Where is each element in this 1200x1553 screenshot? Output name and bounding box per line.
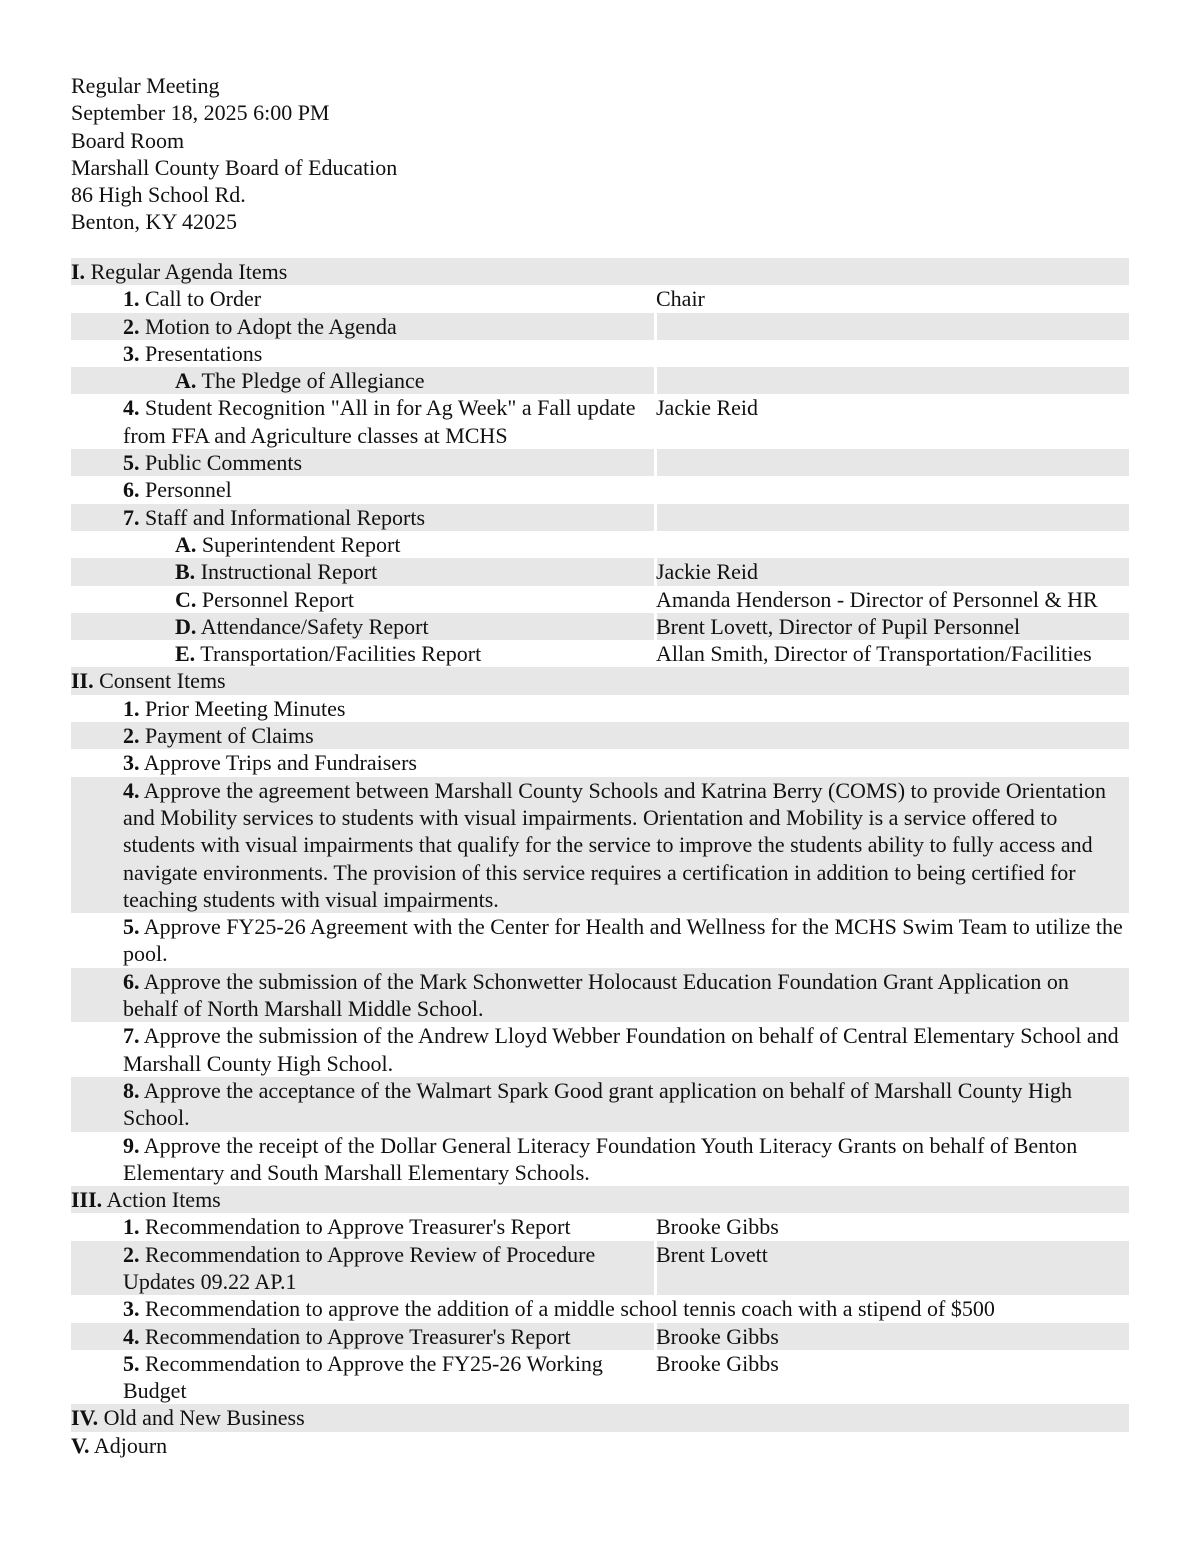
item-text: Approve the acceptance of the Walmart Spark Good grant application on behalf of Marshall County High School. bbox=[123, 1077, 1073, 1131]
agenda-subitem bbox=[71, 558, 1129, 585]
agenda-section-heading bbox=[71, 1186, 1129, 1213]
item-number: A. bbox=[175, 531, 197, 557]
agenda-subitem bbox=[71, 640, 1129, 667]
item-text: The Pledge of Allegiance bbox=[201, 368, 425, 394]
meeting-header bbox=[71, 72, 397, 236]
agenda-subitem bbox=[71, 586, 1129, 613]
meeting-type: Regular Meeting bbox=[71, 73, 220, 98]
agenda-table bbox=[71, 258, 1129, 1459]
item-number: 1. bbox=[123, 1214, 140, 1240]
agenda-section-heading bbox=[71, 1404, 1129, 1431]
item-number: 7. bbox=[123, 504, 140, 530]
meeting-organization: Marshall County Board of Education bbox=[71, 154, 398, 180]
item-text: Recommendation to Approve the FY25-26 Working Budget bbox=[123, 1350, 603, 1404]
item-number: 1. bbox=[123, 695, 140, 721]
agenda-item bbox=[71, 749, 1129, 776]
item-text: Public Comments bbox=[145, 450, 303, 476]
agenda-item bbox=[71, 313, 1129, 340]
agenda-section-heading bbox=[71, 1432, 1129, 1459]
item-number: D. bbox=[175, 613, 197, 639]
item-text: Prior Meeting Minutes bbox=[145, 695, 346, 721]
agenda-item bbox=[71, 913, 1129, 968]
item-text: Approve the receipt of the Dollar General Literacy Foundation Youth Literacy Grants on behalf of Benton Elementary and South Marshall Elementary Schools. bbox=[123, 1132, 1078, 1185]
agenda-item bbox=[71, 340, 1129, 367]
item-number: A. bbox=[175, 368, 197, 394]
agenda-item bbox=[71, 1022, 1129, 1077]
item-number: 8. bbox=[123, 1077, 140, 1103]
item-number: 2. bbox=[123, 723, 140, 749]
item-text: Presentations bbox=[145, 340, 263, 366]
item-text: Approve the submission of the Mark Schonwetter Holocaust Education Foundation Grant Application on behalf of North Marshall Middle School. bbox=[123, 968, 1069, 1022]
item-presenter: Chair bbox=[656, 286, 705, 312]
section-title: Regular Agenda Items bbox=[90, 259, 288, 284]
item-number: 4. bbox=[123, 777, 140, 803]
item-number: 5. bbox=[123, 1350, 140, 1376]
item-number: 4. bbox=[123, 395, 140, 421]
item-number: 6. bbox=[123, 477, 140, 503]
item-text: Recommendation to Approve Review of Procedure Updates 09.22 AP.1 bbox=[123, 1241, 596, 1294]
agenda-subitem bbox=[71, 367, 1129, 394]
item-number: 1. bbox=[123, 286, 140, 312]
section-title: Consent Items bbox=[99, 668, 226, 694]
agenda-item bbox=[71, 1323, 1129, 1350]
item-text: Motion to Adopt the Agenda bbox=[145, 313, 397, 339]
agenda-item bbox=[71, 695, 1129, 722]
section-title: Adjourn bbox=[93, 1432, 168, 1458]
agenda-section-heading bbox=[71, 258, 1129, 285]
section-title: Action Items bbox=[106, 1187, 221, 1213]
agenda-subitem bbox=[71, 613, 1129, 640]
item-number: 3. bbox=[123, 750, 140, 776]
agenda-item bbox=[71, 722, 1129, 749]
agenda-item bbox=[71, 777, 1129, 913]
section-number: IV. bbox=[71, 1405, 99, 1431]
agenda-item bbox=[71, 449, 1129, 476]
item-text: Recommendation to approve the addition of a middle school tennis coach with a stipend of $500 bbox=[145, 1296, 995, 1322]
item-text: Student Recognition "All in for Ag Week" a Fall update from FFA and Agriculture classes at MCHS bbox=[123, 395, 636, 448]
item-number: C. bbox=[175, 586, 197, 612]
item-number: 5. bbox=[123, 914, 140, 940]
agenda-item bbox=[71, 1077, 1129, 1132]
agenda-item bbox=[71, 1295, 1129, 1322]
item-number: 5. bbox=[123, 450, 140, 476]
meeting-room: Board Room bbox=[71, 127, 185, 153]
item-presenter: Brooke Gibbs bbox=[656, 1214, 779, 1240]
item-text: Personnel Report bbox=[201, 586, 355, 612]
agenda-item bbox=[71, 1132, 1129, 1187]
item-text: Approve the agreement between Marshall County Schools and Katrina Berry (COMS) to provide Orientation and Mobility services to students with visual impairments. Orientation and Mobility is a service offered to students with visual impairments that qualify for the service to improve the students ability to fully access and navigate environments. The provision of this service requires a certification in addition to being certified for teaching students with visual impairments. bbox=[123, 777, 1107, 912]
meeting-address: 86 High School Rd. bbox=[71, 182, 246, 208]
item-presenter: Brent Lovett bbox=[656, 1241, 768, 1267]
item-text: Staff and Informational Reports bbox=[145, 504, 426, 530]
item-number: 7. bbox=[123, 1023, 140, 1049]
item-presenter: Brent Lovett, Director of Pupil Personnel bbox=[656, 613, 1021, 639]
section-number: I. bbox=[71, 259, 86, 284]
section-number: II. bbox=[71, 668, 94, 694]
item-presenter: Brooke Gibbs bbox=[656, 1350, 779, 1376]
section-number: V. bbox=[71, 1432, 90, 1458]
agenda-item bbox=[71, 1350, 1129, 1405]
item-number: 9. bbox=[123, 1132, 140, 1158]
item-number: 3. bbox=[123, 1296, 140, 1322]
agenda-item bbox=[71, 394, 1129, 449]
item-text: Attendance/Safety Report bbox=[200, 613, 429, 639]
agenda-item bbox=[71, 285, 1129, 312]
item-text: Transportation/Facilities Report bbox=[200, 641, 482, 667]
agenda-item bbox=[71, 968, 1129, 1023]
agenda-item bbox=[71, 476, 1129, 503]
item-text: Recommendation to Approve Treasurer's Report bbox=[145, 1323, 571, 1349]
agenda-item bbox=[71, 1241, 1129, 1296]
item-text: Approve Trips and Fundraisers bbox=[143, 750, 417, 776]
item-number: E. bbox=[175, 641, 196, 667]
item-text: Superintendent Report bbox=[201, 531, 401, 557]
agenda-section-heading bbox=[71, 667, 1129, 694]
item-number: 6. bbox=[123, 968, 140, 994]
item-presenter: Jackie Reid bbox=[656, 559, 759, 585]
item-text: Instructional Report bbox=[200, 559, 378, 585]
item-text: Personnel bbox=[145, 477, 232, 503]
item-text: Call to Order bbox=[145, 286, 262, 312]
agenda-subitem bbox=[71, 531, 1129, 558]
item-number: 2. bbox=[123, 1241, 140, 1267]
item-number: 4. bbox=[123, 1323, 140, 1349]
item-presenter: Brooke Gibbs bbox=[656, 1323, 779, 1349]
item-text: Payment of Claims bbox=[145, 723, 314, 749]
agenda-item bbox=[71, 1213, 1129, 1240]
item-text: Approve FY25-26 Agreement with the Center for Health and Wellness for the MCHS Swim Team to utilize the pool. bbox=[123, 914, 1123, 967]
item-number: 3. bbox=[123, 340, 140, 366]
item-number: 2. bbox=[123, 313, 140, 339]
section-title: Old and New Business bbox=[103, 1405, 305, 1431]
item-presenter: Amanda Henderson - Director of Personnel & HR bbox=[656, 586, 1098, 612]
agenda-item bbox=[71, 504, 1129, 531]
meeting-datetime: September 18, 2025 6:00 PM bbox=[71, 100, 330, 126]
item-number: B. bbox=[175, 559, 196, 585]
section-number: III. bbox=[71, 1187, 103, 1213]
item-text: Recommendation to Approve Treasurer's Report bbox=[145, 1214, 571, 1240]
item-presenter: Jackie Reid bbox=[656, 395, 759, 421]
item-text: Approve the submission of the Andrew Lloyd Webber Foundation on behalf of Central Elementary School and Marshall County High School. bbox=[123, 1023, 1119, 1076]
meeting-city: Benton, KY 42025 bbox=[71, 209, 238, 235]
item-presenter: Allan Smith, Director of Transportation/Facilities bbox=[656, 641, 1092, 667]
